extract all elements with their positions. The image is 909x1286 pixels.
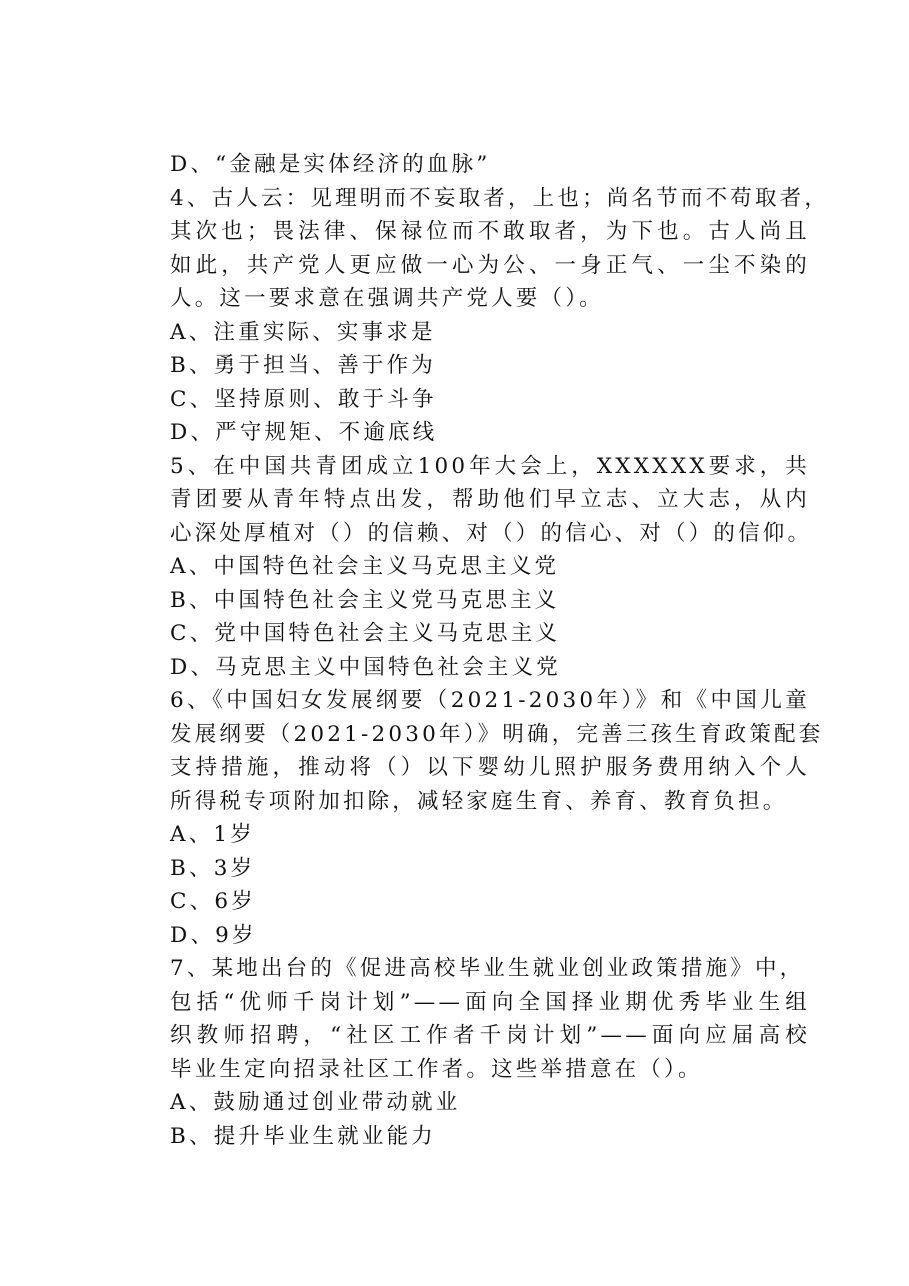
question-7-line-3: 织教师招聘，“社区工作者千岗计划”——面向应届高校 (170, 1023, 810, 1048)
option-d-q5: D、马克思主义中国特色社会主义党 (170, 654, 561, 680)
question-7-line-2: 包括“优师千岗计划”——面向全国择业期优秀毕业生组 (170, 989, 810, 1015)
question-4-line-3: 如此，共产党人更应做一心为公、一身正气、一尘不染的 (170, 252, 810, 278)
question-6-line-2: 发展纲要（2021-2030年）》明确，完善三孩生育政策配套 (170, 721, 824, 747)
question-6-line-3: 支持措施，推动将（）以下婴幼儿照护服务费用纳入个人 (170, 755, 810, 780)
question-4-line-1: 4、古人云：见理明而不妄取者，上也；尚名节而不苟取者， (170, 185, 830, 211)
option-b-q4: B、勇于担当、善于作为 (170, 353, 437, 378)
option-c-q4: C、坚持原则、敢于斗争 (170, 386, 437, 412)
option-a-q6: A、1岁 (170, 822, 256, 847)
question-7-line-1: 7、某地出台的《促进高校毕业生就业创业政策措施》中， (170, 956, 805, 981)
option-a-q7: A、鼓励通过创业带动就业 (170, 1090, 461, 1115)
option-b-q5: B、中国特色社会主义党马克思主义 (170, 587, 560, 613)
question-7-line-4: 毕业生定向招录社区工作者。这些举措意在（）。 (170, 1056, 703, 1082)
option-d-q6: D、9岁 (170, 922, 257, 948)
question-6-line-1: 6、《中国妇女发展纲要（2021-2030年）》和《中国儿童 (170, 688, 810, 713)
question-4-line-2: 其次也；畏法律、保禄位而不敢取者，为下也。古人尚且 (170, 219, 810, 244)
option-c-q6: C、6岁 (170, 889, 256, 914)
option-a-q4: A、注重实际、实事求是 (170, 319, 436, 345)
question-4-line-4: 人。这一要求意在强调共产党人要（）。 (170, 286, 604, 311)
option-d-q3: D、“金融是实体经济的血脉” (170, 152, 491, 177)
question-5-line-3: 心深处厚植对（）的信赖、对（）的信心、对（）的信仰。 (170, 520, 813, 546)
question-6-line-4: 所得税专项附加扣除，减轻家庭生育、养育、教育负担。 (170, 788, 788, 814)
option-a-q5: A、中国特色社会主义马克思主义党 (170, 554, 560, 579)
option-b-q6: B、3岁 (170, 855, 256, 881)
option-b-q7: B、提升毕业生就业能力 (170, 1123, 437, 1149)
option-c-q5: C、党中国特色社会主义马克思主义 (170, 621, 561, 646)
option-d-q4: D、严守规矩、不逾底线 (170, 420, 438, 445)
question-5-line-1: 5、在中国共青团成立100年大会上，XXXXXX要求，共 (170, 453, 810, 479)
question-5-line-2: 青团要从青年特点出发，帮助他们早立志、立大志，从内 (170, 487, 810, 512)
document-body (170, 148, 830, 1153)
